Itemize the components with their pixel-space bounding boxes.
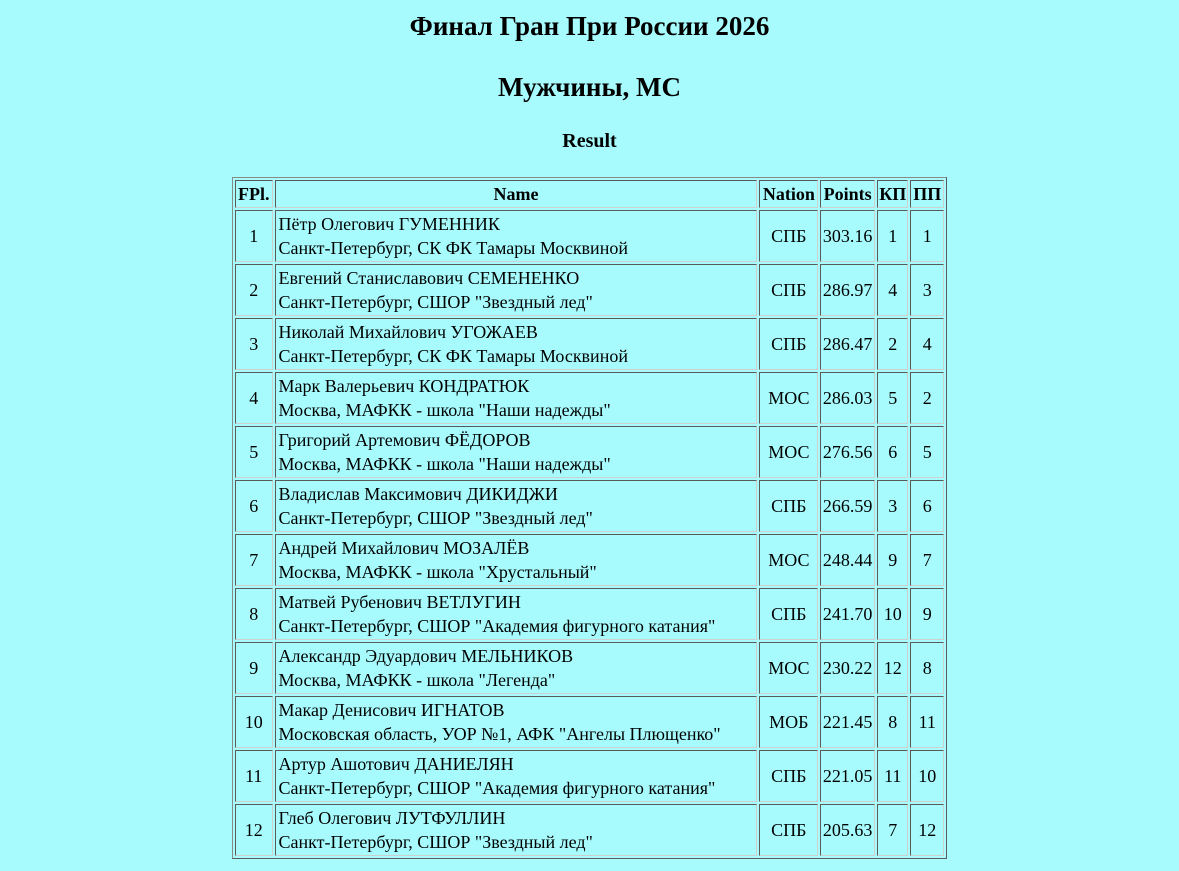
skater-name: Григорий Артемович ФЁДОРОВ [278,430,531,450]
pp-cell: 11 [910,696,944,748]
pp-cell: 12 [910,804,944,856]
skater-club: Санкт-Петербург, СШОР "Звездный лед" [278,292,593,312]
place-cell: 3 [235,318,273,370]
pp-cell: 7 [910,534,944,586]
skater-club: Санкт-Петербург, СК ФК Тамары Москвиной [278,238,628,258]
skater-cell [275,804,758,856]
column-header-points: Points [820,180,875,208]
kp-cell: 1 [877,210,908,262]
points-cell: 221.45 [820,696,875,748]
nation-cell: МОБ [759,696,818,748]
skater-name: Александр Эдуардович МЕЛЬНИКОВ [278,646,574,666]
place-cell: 9 [235,642,273,694]
kp-cell: 11 [877,750,908,802]
table-row [235,210,944,262]
kp-cell: 2 [877,318,908,370]
place-cell: 5 [235,426,273,478]
place-cell: 8 [235,588,273,640]
points-cell: 241.70 [820,588,875,640]
points-cell: 276.56 [820,426,875,478]
kp-cell: 12 [877,642,908,694]
pp-cell: 8 [910,642,944,694]
place-cell: 6 [235,480,273,532]
header-row [235,180,944,208]
skater-cell [275,318,758,370]
table-row [235,372,944,424]
section-title: Result [562,130,617,152]
results-body [235,210,944,856]
column-header-pp: ПП [910,180,944,208]
nation-cell: МОС [759,426,818,478]
table-row [235,588,944,640]
skater-cell [275,372,758,424]
nation-cell: СПБ [759,264,818,316]
kp-cell: 10 [877,588,908,640]
kp-cell: 7 [877,804,908,856]
points-cell: 221.05 [820,750,875,802]
column-header-place: FPl. [235,180,273,208]
place-cell: 12 [235,804,273,856]
table-row [235,426,944,478]
place-cell: 11 [235,750,273,802]
place-cell: 4 [235,372,273,424]
points-cell: 266.59 [820,480,875,532]
category-title: Мужчины, МС [497,72,682,102]
skater-club: Москва, МАФКК - школа "Легенда" [278,670,556,690]
column-header-nation: Nation [759,180,818,208]
points-cell: 286.47 [820,318,875,370]
place-cell: 1 [235,210,273,262]
pp-cell: 5 [910,426,944,478]
table-row [235,318,944,370]
skater-name: Глеб Олегович ЛУТФУЛЛИН [278,808,506,828]
column-header-name: Name [275,180,758,208]
place-cell: 7 [235,534,273,586]
skater-club: Санкт-Петербург, СК ФК Тамары Москвиной [278,346,628,366]
skater-name: Марк Валерьевич КОНДРАТЮК [278,376,530,396]
nation-cell: МОС [759,534,818,586]
skater-name: Макар Денисович ИГНАТОВ [278,700,505,720]
skater-name: Владислав Максимович ДИКИДЖИ [278,484,558,504]
kp-cell: 8 [877,696,908,748]
nation-cell: СПБ [759,480,818,532]
points-cell: 286.03 [820,372,875,424]
points-cell: 230.22 [820,642,875,694]
skater-club: Санкт-Петербург, СШОР "Звездный лед" [278,832,593,852]
skater-cell [275,426,758,478]
skater-cell [275,534,758,586]
table-row [235,804,944,856]
skater-cell [275,750,758,802]
skater-cell [275,588,758,640]
skater-club: Санкт-Петербург, СШОР "Академия фигурного катания" [278,778,716,798]
table-row [235,264,944,316]
nation-cell: СПБ [759,750,818,802]
nation-cell: МОС [759,642,818,694]
table-row [235,750,944,802]
skater-name: Николай Михайлович УГОЖАЕВ [278,322,538,342]
pp-cell: 2 [910,372,944,424]
kp-cell: 5 [877,372,908,424]
skater-cell [275,210,758,262]
skater-cell [275,480,758,532]
place-cell: 2 [235,264,273,316]
points-cell: 303.16 [820,210,875,262]
skater-cell [275,264,758,316]
pp-cell: 9 [910,588,944,640]
table-row [235,642,944,694]
skater-cell [275,642,758,694]
points-cell: 205.63 [820,804,875,856]
skater-club: Санкт-Петербург, СШОР "Академия фигурного катания" [278,616,716,636]
kp-cell: 9 [877,534,908,586]
skater-club: Москва, МАФКК - школа "Наши надежды" [278,400,611,420]
skater-club: Москва, МАФКК - школа "Хрустальный" [278,562,597,582]
points-cell: 248.44 [820,534,875,586]
skater-cell [275,696,758,748]
kp-cell: 4 [877,264,908,316]
skater-club: Московская область, УОР №1, АФК "Ангелы Плющенко" [278,724,721,744]
pp-cell: 10 [910,750,944,802]
nation-cell: СПБ [759,210,818,262]
nation-cell: МОС [759,372,818,424]
skater-name: Пётр Олегович ГУМЕННИК [278,214,500,234]
skater-name: Андрей Михайлович МОЗАЛЁВ [278,538,530,558]
nation-cell: СПБ [759,318,818,370]
points-cell: 286.97 [820,264,875,316]
kp-cell: 6 [877,426,908,478]
table-row [235,696,944,748]
pp-cell: 4 [910,318,944,370]
kp-cell: 3 [877,480,908,532]
nation-cell: СПБ [759,804,818,856]
skater-name: Матвей Рубенович ВЕТЛУГИН [278,592,521,612]
table-row [235,480,944,532]
page-title: Финал Гран При России 2026 [409,11,770,41]
pp-cell: 3 [910,264,944,316]
column-header-kp: КП [877,180,908,208]
skater-club: Санкт-Петербург, СШОР "Звездный лед" [278,508,593,528]
skater-club: Москва, МАФКК - школа "Наши надежды" [278,454,611,474]
pp-cell: 1 [910,210,944,262]
place-cell: 10 [235,696,273,748]
skater-name: Артур Ашотович ДАНИЕЛЯН [278,754,514,774]
nation-cell: СПБ [759,588,818,640]
skater-name: Евгений Станиславович СЕМЕНЕНКО [278,268,580,288]
results-table [232,177,947,859]
table-row [235,534,944,586]
pp-cell: 6 [910,480,944,532]
